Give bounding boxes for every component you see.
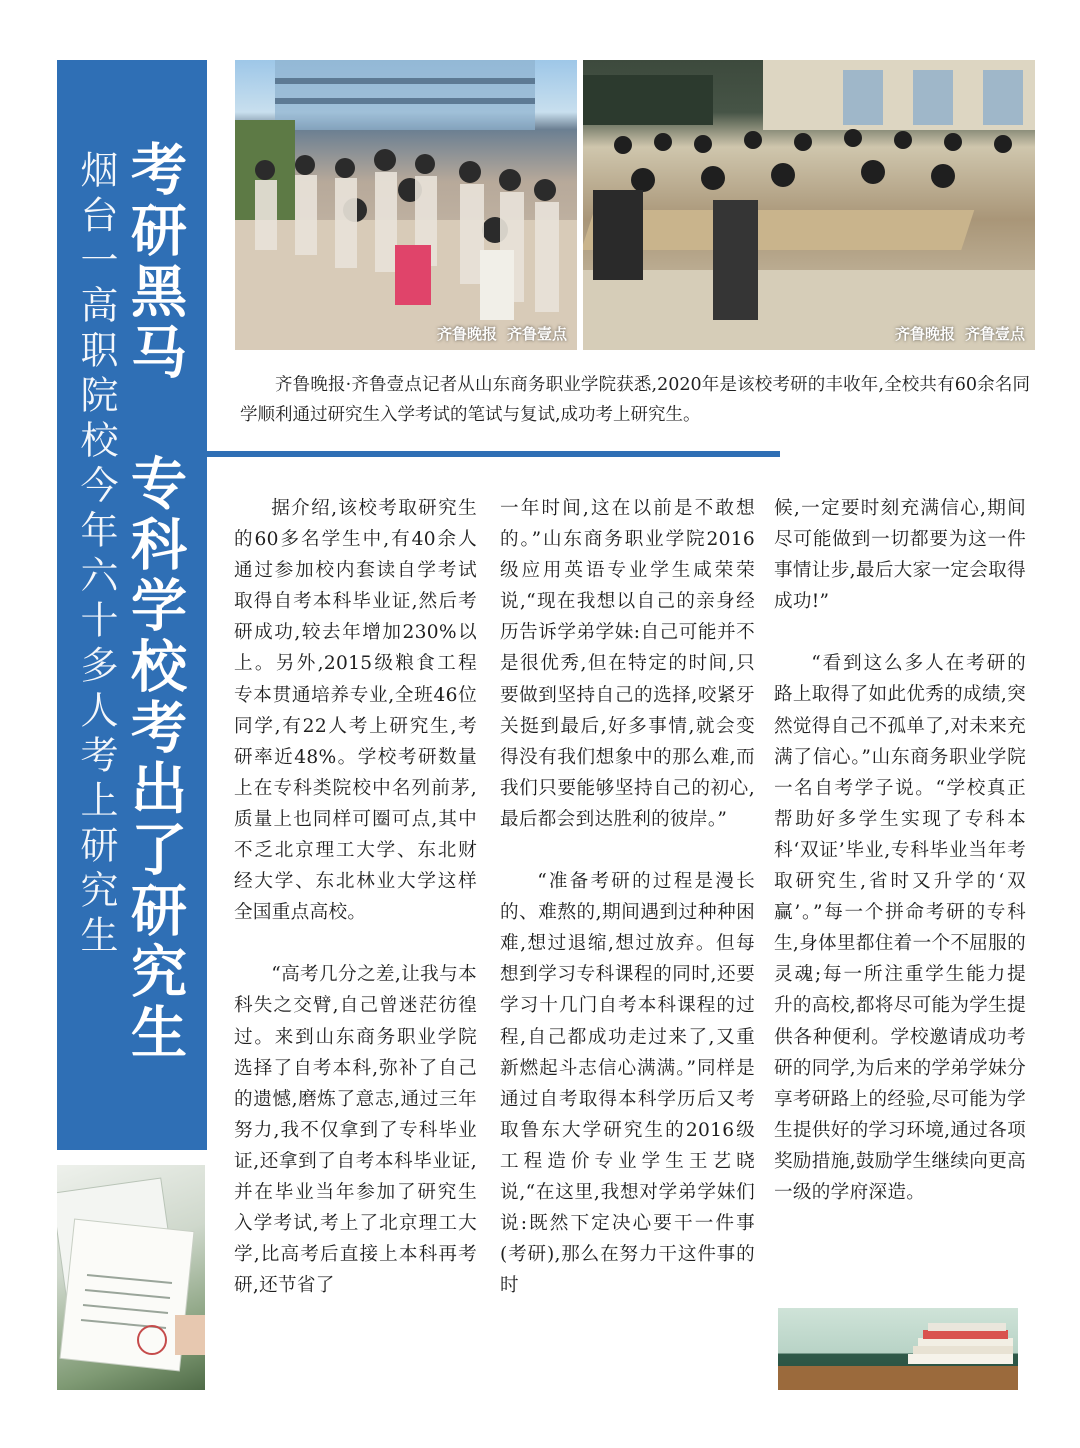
- section-divider: [207, 451, 780, 457]
- admission-certificate-photo: [57, 1165, 205, 1390]
- headline: 考研黑马 专科学校考出了研究生: [122, 140, 187, 1064]
- article-paragraph: 一年时间,这在以前是不敢想的。”山东商务职业学院2016级应用英语专业学生咸荣荣说,“现在我想以自己的亲身经历告诉学弟学妹:自己可能并不是很优秀,但在特定的时间,只要做到坚持自己的选择,咬紧牙关挺到最后,好多事情,就会变得没有我们想象中的那么难,而我们只要能够坚持自己的初心,最后都会到达胜利的彼岸。”: [500, 498, 755, 830]
- article-paragraph: “准备考研的过程是漫长的、难熬的,期间遇到过种种困难,想过退缩,想过放弃。但每想到学习专科课程的同时,还要学习十几门自考本科课程的过程,自己都成功走过来了,又重新燃起斗志信心满满。”同样是通过自考取得本科学历后又考取鲁东大学研究生的2016级工程造价专业学生王艺晓说,“在这里,我想对学弟学妹们说:既然下定决心要干一件事(考研),那么在努力干这件事的时: [500, 871, 755, 1297]
- books-photo: [778, 1308, 1018, 1390]
- article-paragraph: “高考几分之差,让我与本科失之交臂,自己曾迷茫彷徨过。来到山东商务职业学院选择了自考本科,弥补了自己的遗憾,磨炼了意志,通过三年努力,我不仅拿到了专科毕业证,还拿到了自考本科毕业证,并在毕业当年参加了研究生入学考试,考上了北京理工大学,比高考后直接上本科再考研,还节省了: [234, 964, 477, 1297]
- photo-watermark: 齐鲁晚报 齐鲁壹点: [436, 325, 567, 343]
- article-paragraph: 据介绍,该校考取研究生的60多名学生中,有40余人通过参加校内套读自学考试取得自考本科毕业证,然后考研成功,较去年增加230%以上。另外,2015级粮食工程专本贯通培养专业,全班46位同学,有22人考上研究生,考研率近48%。学校考研数量上在专科类院校中名列前茅,质量上也同样可圈可点,其中不乏北京理工大学、东北财经大学、东北林业大学这样全国重点高校。: [234, 498, 477, 924]
- lead-caption: [240, 370, 1030, 430]
- classroom-exam-photo: [583, 60, 1035, 350]
- campus-reading-photo: [235, 60, 577, 350]
- caption-text: 齐鲁晚报·齐鲁壹点记者从山东商务职业学院获悉,2020年是该校考研的丰收年,全校共有60余名同学顺利通过研究生入学考试的笔试与复试,成功考上研究生。: [240, 375, 1030, 425]
- article-paragraph: “看到这么多人在考研的路上取得了如此优秀的成绩,突然觉得自己不孤单了,对未来充满了信心。”山东商务职业学院一名自考学子说。“学校真正帮助好多学生实现了专科本科‘双证’毕业,专科毕业当年考取研究生,省时又升学的‘双赢’。”每一个拼命考研的专科生,身体里都住着一个不屈服的灵魂;每一所注重学生能力提升的高校,都将尽可能为学生提供各种便利。学校邀请成功考研的同学,为后来的学弟学妹分享考研路上的经验,尽可能为学生提供好的学习环境,通过各项奖励措施,鼓励学生继续向更高一级的学府深造。: [774, 653, 1026, 1203]
- article-column-1: [234, 493, 477, 1301]
- article-column-3: [774, 493, 1026, 1208]
- photo-watermark: 齐鲁晚报 齐鲁壹点: [894, 325, 1025, 343]
- subheadline: 烟台一高职院校今年六十多人考上研究生: [74, 150, 118, 960]
- article-paragraph: 候,一定要时刻充满信心,期间尽可能做到一切都要为这一件事情让步,最后大家一定会取得成功!”: [774, 498, 1026, 613]
- article-column-2: [500, 493, 755, 1301]
